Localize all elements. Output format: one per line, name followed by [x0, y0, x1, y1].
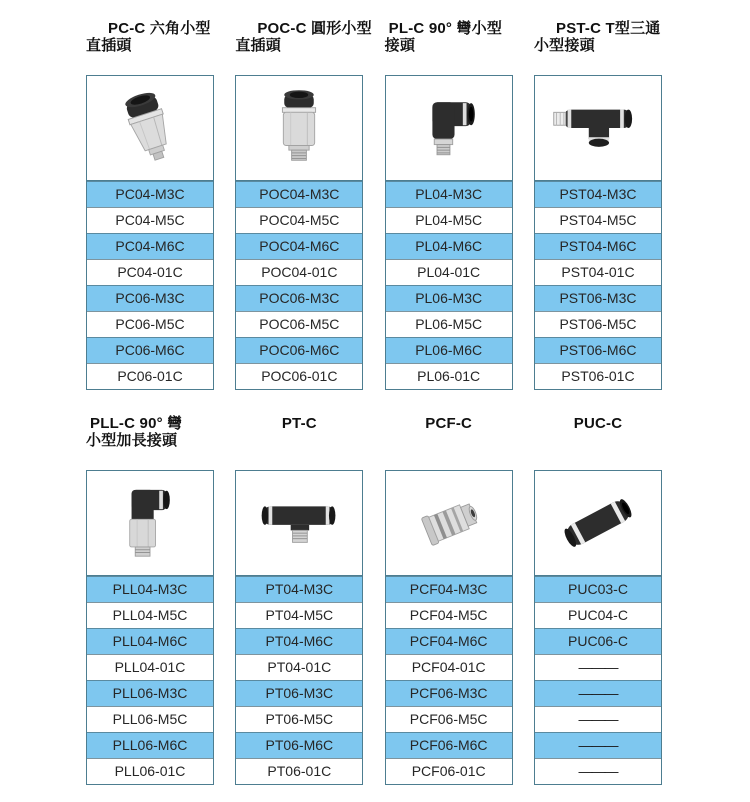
model-cell: PST04-01C	[535, 259, 661, 285]
product-column-puc-c	[534, 415, 662, 785]
round-straight-push-fitting-photo	[240, 80, 358, 176]
column-title-line2: 小型接頭	[533, 37, 595, 54]
model-cell: PT06-M6C	[236, 732, 362, 758]
product-image-cell	[87, 471, 213, 576]
model-cell: PT06-M5C	[236, 706, 362, 732]
model-cell: PCF04-M3C	[386, 576, 512, 602]
product-column-pl-c	[385, 20, 513, 390]
model-cell: PST06-01C	[535, 363, 661, 389]
model-cell: PT04-M6C	[236, 628, 362, 654]
catalog-section-2	[86, 415, 662, 785]
column-title-line2: 直插頭	[235, 37, 281, 54]
model-cell: PST04-M3C	[535, 181, 661, 207]
column-title-line2: 直插頭	[86, 37, 132, 54]
model-table	[235, 470, 363, 785]
tee-fitting-photo	[539, 80, 657, 176]
model-cell: PC06-M5C	[87, 311, 213, 337]
column-title	[86, 20, 214, 75]
model-cell: PCF06-01C	[386, 758, 512, 784]
union-straight-fitting-photo	[539, 475, 657, 571]
model-cell: PLL06-M6C	[87, 732, 213, 758]
female-straight-fitting-photo	[390, 475, 508, 571]
product-column-pst-c	[534, 20, 662, 390]
column-title-line1: PT-C	[281, 415, 317, 432]
model-cell: PT04-M3C	[236, 576, 362, 602]
column-title-line1: POC-C 圓形小型	[257, 20, 372, 37]
union-tee-fitting-photo	[240, 475, 358, 571]
model-cell: PUC06-C	[535, 628, 661, 654]
model-cell: PUC04-C	[535, 602, 661, 628]
model-cell: PC06-M3C	[87, 285, 213, 311]
product-image-cell	[535, 471, 661, 576]
column-title	[86, 415, 214, 470]
model-cell: PT06-01C	[236, 758, 362, 784]
product-image-cell	[87, 76, 213, 181]
model-cell: PL06-01C	[386, 363, 512, 389]
model-table	[534, 75, 662, 390]
column-title	[235, 20, 372, 75]
model-cell: PST06-M3C	[535, 285, 661, 311]
model-cell: PT04-M5C	[236, 602, 362, 628]
model-cell: POC06-M6C	[236, 337, 362, 363]
model-cell: PT06-M3C	[236, 680, 362, 706]
model-cell: PLL04-M6C	[87, 628, 213, 654]
product-image-cell	[236, 76, 362, 181]
column-title	[385, 20, 513, 75]
model-cell-empty: ———	[535, 706, 661, 732]
model-cell: PC04-01C	[87, 259, 213, 285]
column-title-line2: 接頭	[384, 37, 416, 54]
model-cell: PL04-M3C	[386, 181, 512, 207]
model-cell: PLL06-M3C	[87, 680, 213, 706]
model-cell: POC04-M3C	[236, 181, 362, 207]
product-column-poc-c	[235, 20, 372, 390]
model-cell: PCF04-M5C	[386, 602, 512, 628]
model-cell: PCF04-M6C	[386, 628, 512, 654]
column-title-line1: PST-C T型三通	[555, 20, 661, 37]
model-table	[235, 75, 363, 390]
product-column-pc-c	[86, 20, 214, 390]
product-image-cell	[236, 471, 362, 576]
model-table	[534, 470, 662, 785]
model-cell: PCF06-M3C	[386, 680, 512, 706]
model-table	[385, 470, 513, 785]
model-cell: PLL06-M5C	[87, 706, 213, 732]
model-cell-empty: ———	[535, 654, 661, 680]
product-image-cell	[535, 76, 661, 181]
product-column-pll-c	[86, 415, 214, 785]
column-title	[385, 415, 513, 470]
column-title-line2: 小型加長接頭	[86, 432, 178, 449]
model-cell: PL06-M5C	[386, 311, 512, 337]
model-cell: PC04-M5C	[87, 207, 213, 233]
model-cell: PCF06-M6C	[386, 732, 512, 758]
model-cell: POC04-M6C	[236, 233, 362, 259]
column-title	[235, 415, 363, 470]
product-column-pcf-c	[385, 415, 513, 785]
model-cell: PST04-M5C	[535, 207, 661, 233]
column-title-line1: PUC-C	[573, 415, 623, 432]
model-table	[86, 470, 214, 785]
product-column-pt-c	[235, 415, 363, 785]
column-title-line1: PL-C 90° 彎小型	[388, 20, 503, 37]
model-cell: POC06-M3C	[236, 285, 362, 311]
model-cell: PLL04-M3C	[87, 576, 213, 602]
catalog-section-1	[86, 20, 662, 390]
elbow-90-fitting-photo	[390, 80, 508, 176]
model-cell: POC04-M5C	[236, 207, 362, 233]
model-table	[385, 75, 513, 390]
model-cell: PC06-01C	[87, 363, 213, 389]
model-cell: PST04-M6C	[535, 233, 661, 259]
model-cell: PLL04-01C	[87, 654, 213, 680]
model-cell: PL04-M5C	[386, 207, 512, 233]
model-cell: POC04-01C	[236, 259, 362, 285]
model-cell-empty: ———	[535, 732, 661, 758]
model-cell: PC04-M3C	[87, 181, 213, 207]
product-image-cell	[386, 471, 512, 576]
model-cell: PL06-M3C	[386, 285, 512, 311]
model-cell: PLL04-M5C	[87, 602, 213, 628]
model-table	[86, 75, 214, 390]
model-cell: PUC03-C	[535, 576, 661, 602]
model-cell-empty: ———	[535, 680, 661, 706]
column-title	[534, 415, 662, 470]
model-cell: PST06-M5C	[535, 311, 661, 337]
column-title-line1: PCF-C	[425, 415, 473, 432]
model-cell: POC06-01C	[236, 363, 362, 389]
column-title-line1: PLL-C 90° 彎	[90, 415, 183, 432]
hex-straight-push-fitting-photo	[91, 80, 209, 176]
model-cell: PLL06-01C	[87, 758, 213, 784]
model-cell: POC06-M5C	[236, 311, 362, 337]
model-cell: PC04-M6C	[87, 233, 213, 259]
product-image-cell	[386, 76, 512, 181]
column-title-line1: PC-C 六角小型	[108, 20, 211, 37]
model-cell: PCF04-01C	[386, 654, 512, 680]
model-cell: PCF06-M5C	[386, 706, 512, 732]
model-cell: PC06-M6C	[87, 337, 213, 363]
extended-elbow-90-fitting-photo	[91, 475, 209, 571]
model-cell: PL04-01C	[386, 259, 512, 285]
model-cell: PT04-01C	[236, 654, 362, 680]
model-cell: PST06-M6C	[535, 337, 661, 363]
model-cell: PL04-M6C	[386, 233, 512, 259]
model-cell-empty: ———	[535, 758, 661, 784]
model-cell: PL06-M6C	[386, 337, 512, 363]
column-title	[534, 20, 662, 75]
